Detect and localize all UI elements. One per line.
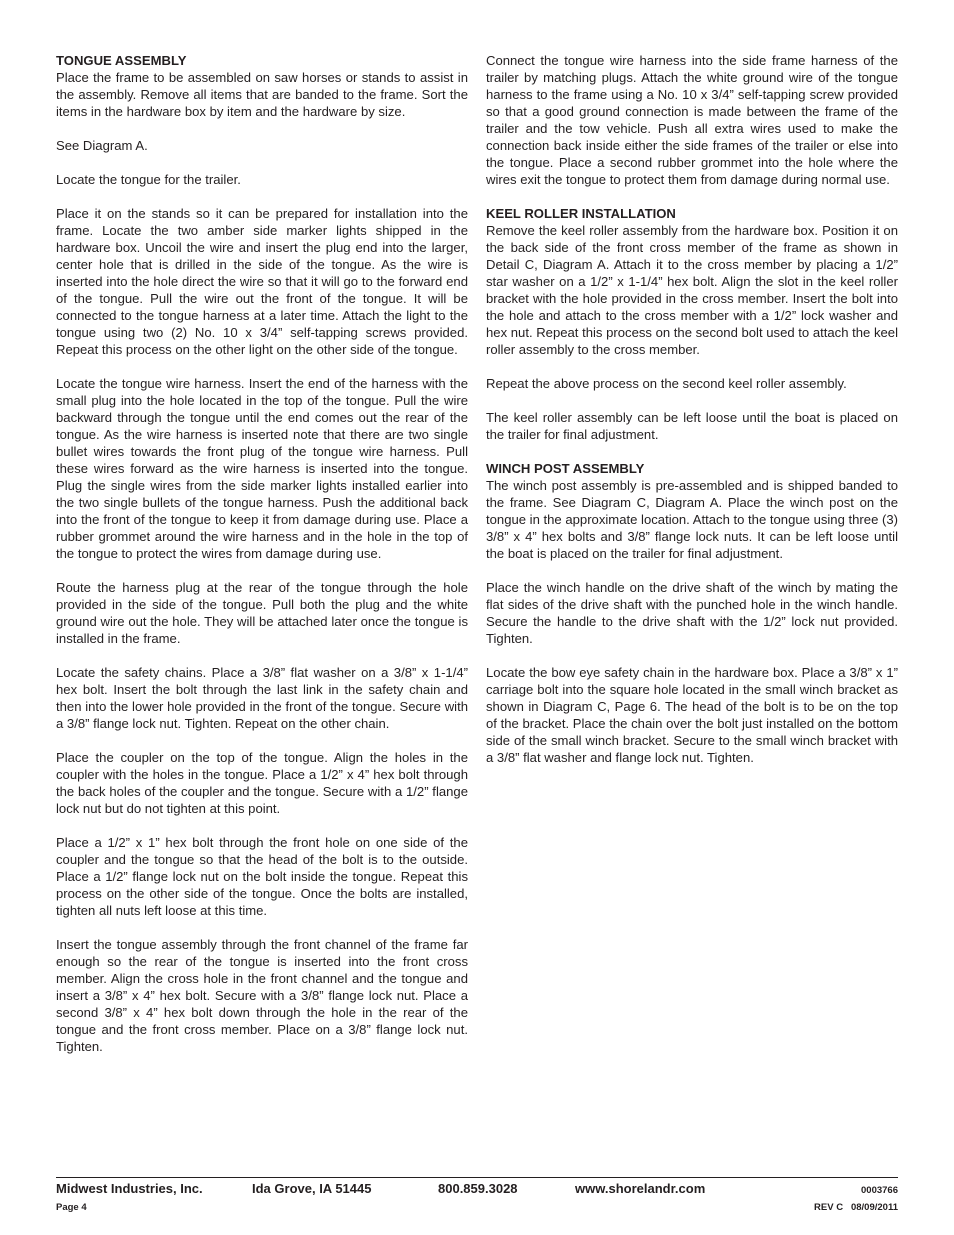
page-footer (56, 1181, 898, 1221)
right-column (486, 52, 898, 783)
keel-roller-heading: KEEL ROLLER INSTALLATION (486, 206, 676, 221)
paragraph: The winch post assembly is pre-assembled and is shipped banded to the frame. See Diagram C, Diagram A. Place the winch post on the tongue in the approximate location. Attach to the tongue using three (3) 3/8” x 4” hex bolts and 3/8” flange lock nuts. It can be left loose until the boat is placed on the trailer for final adjustment. (486, 478, 898, 561)
left-column (56, 52, 468, 1072)
paragraph: Locate the safety chains. Place a 3/8” flat washer on a 3/8” x 1-1/4” hex bolt. Insert the bolt through the last link in the safety chain and then into the lower hole provided in the front of the tongue. Secure with a 3/8” flange lock nut. Tighten. Repeat on the other chain. (56, 665, 468, 731)
paragraph: Place a 1/2” x 1” hex bolt through the front hole on one side of the coupler and the tongue so that the head of the bolt is to the outside. Place a 1/2” flange lock nut on the bolt inside the tongue. Repeat this process on the other side of the tongue. Once the bolts are installed, tighten all nuts left loose at this time. (56, 835, 468, 918)
footer-doc-number: 0003766 (861, 1185, 898, 1196)
footer-divider (56, 1177, 898, 1178)
paragraph: Locate the tongue for the trailer. (56, 172, 241, 187)
tongue-assembly-heading: TONGUE ASSEMBLY (56, 53, 187, 68)
footer-page-number: Page 4 (56, 1202, 87, 1213)
paragraph: Place the winch handle on the drive shaft of the winch by mating the flat sides of the drive shaft with the punched hole in the winch handle. Secure the handle to the drive shaft with the 1/2” lock nut provided. Tighten. (486, 580, 898, 646)
paragraph: Connect the tongue wire harness into the side frame harness of the trailer by matching plugs. Attach the white ground wire of the tongue harness to the frame using a No. 10 x 3/4” self-tapping screw provided so that a good ground connection is made between the frame of the trailer and the tow vehicle. Push all extra wires used to make the connection back inside either the side frames of the trailer or else into the tongue. Place a second rubber grommet into the hole where the wires exit the tongue to protect them from damage during normal use. (486, 53, 898, 187)
footer-city: Ida Grove, IA 51445 (252, 1181, 372, 1196)
paragraph: Remove the keel roller assembly from the hardware box. Position it on the back side of the front cross member of the frame as shown in Detail C, Diagram A. Attach it to the cross member by placing a 1/2” star washer on a 1/2” x 1-1/4” hex bolt. Align the slot in the keel roller bracket with the hole provided in the cross member. Insert the bolt into the hole and attach to the cross member with a 1/2” lock washer and hex nut. Repeat this process on the second bolt used to attach the keel roller assembly to the cross member. (486, 223, 898, 357)
footer-company: Midwest Industries, Inc. (56, 1181, 203, 1196)
paragraph: Place the frame to be assembled on saw horses or stands to assist in the assembly. Remove all items that are banded to the frame. Sort the items in the hardware box by item and the hardware by size. (56, 70, 468, 119)
paragraph: Place the coupler on the top of the tongue. Align the holes in the coupler with the holes in the tongue. Place a 1/2” x 4” hex bolt through the back holes of the coupler and the tongue. Secure with a 1/2” flange lock nut but do not tighten at this point. (56, 750, 468, 816)
paragraph: Route the harness plug at the rear of the tongue through the hole provided in the side of the tongue. Pull both the plug and the white ground wire out the hole. They will be attached later once the tongue is installed in the frame. (56, 580, 468, 646)
paragraph: Repeat the above process on the second keel roller assembly. (486, 376, 847, 391)
footer-website: www.shorelandr.com (575, 1181, 706, 1196)
footer-phone: 800.859.3028 (438, 1181, 518, 1196)
footer-revision: REV C 08/09/2011 (814, 1202, 898, 1213)
winch-post-heading: WINCH POST ASSEMBLY (486, 461, 645, 476)
paragraph: Place it on the stands so it can be prepared for installation into the frame. Locate the two amber side marker lights shipped in the hardware box. Uncoil the wire and insert the plug end into the larger, center hole that is drilled in the side of the tongue. As the wire is inserted into the hole direct the wire so that it will go to the forward end of the tongue. Pull the wire out the front of the tongue. It will be connected to the tongue harness at a later time. Attach the light to the tongue using two (2) No. 10 x 3/4” self-tapping screws provided. Repeat this process on the other light on the other side of the tongue. (56, 206, 468, 357)
paragraph: The keel roller assembly can be left loose until the boat is placed on the trailer for final adjustment. (486, 410, 898, 442)
paragraph: See Diagram A. (56, 138, 148, 153)
paragraph: Locate the tongue wire harness. Insert the end of the harness with the small plug into the hole located in the top of the tongue. Pull the wire backward through the tongue until the end comes out the rear of the tongue. As the wire harness is inserted note that there are two single bullet wires towards the front plug of the tongue wire harness. Pull these wires forward as the wire harness is inserted into the tongue. Plug the single wires from the side marker lights installed earlier into the two single bullets of the tongue harness. Push the additional back into the front of the tongue to keep it from damage during use. Place a rubber grommet around the wire harness and in the hole in the top of the tongue to protect the wires from damage during use. (56, 376, 468, 561)
paragraph: Locate the bow eye safety chain in the hardware box. Place a 3/8” x 1” carriage bolt into the square hole located in the small winch bracket as shown in Diagram C, Page 6. The head of the bolt is to be on the top of the bracket. Place the chain over the bolt just installed on the bottom side of the small winch bracket. Secure to the small winch bracket with a 3/8” flat washer and flange lock nut. Tighten. (486, 665, 898, 765)
paragraph: Insert the tongue assembly through the front channel of the frame far enough so the rear of the tongue is inserted into the front cross member. Align the cross hole in the front channel and the tongue and insert a 3/8” x 4” hex bolt. Secure with a 3/8” flange lock nut. Place a second 3/8” x 4” hex bolt down through the hole in the rear of the tongue and the front cross member. Place on a 3/8” flange lock nut. Tighten. (56, 937, 468, 1054)
